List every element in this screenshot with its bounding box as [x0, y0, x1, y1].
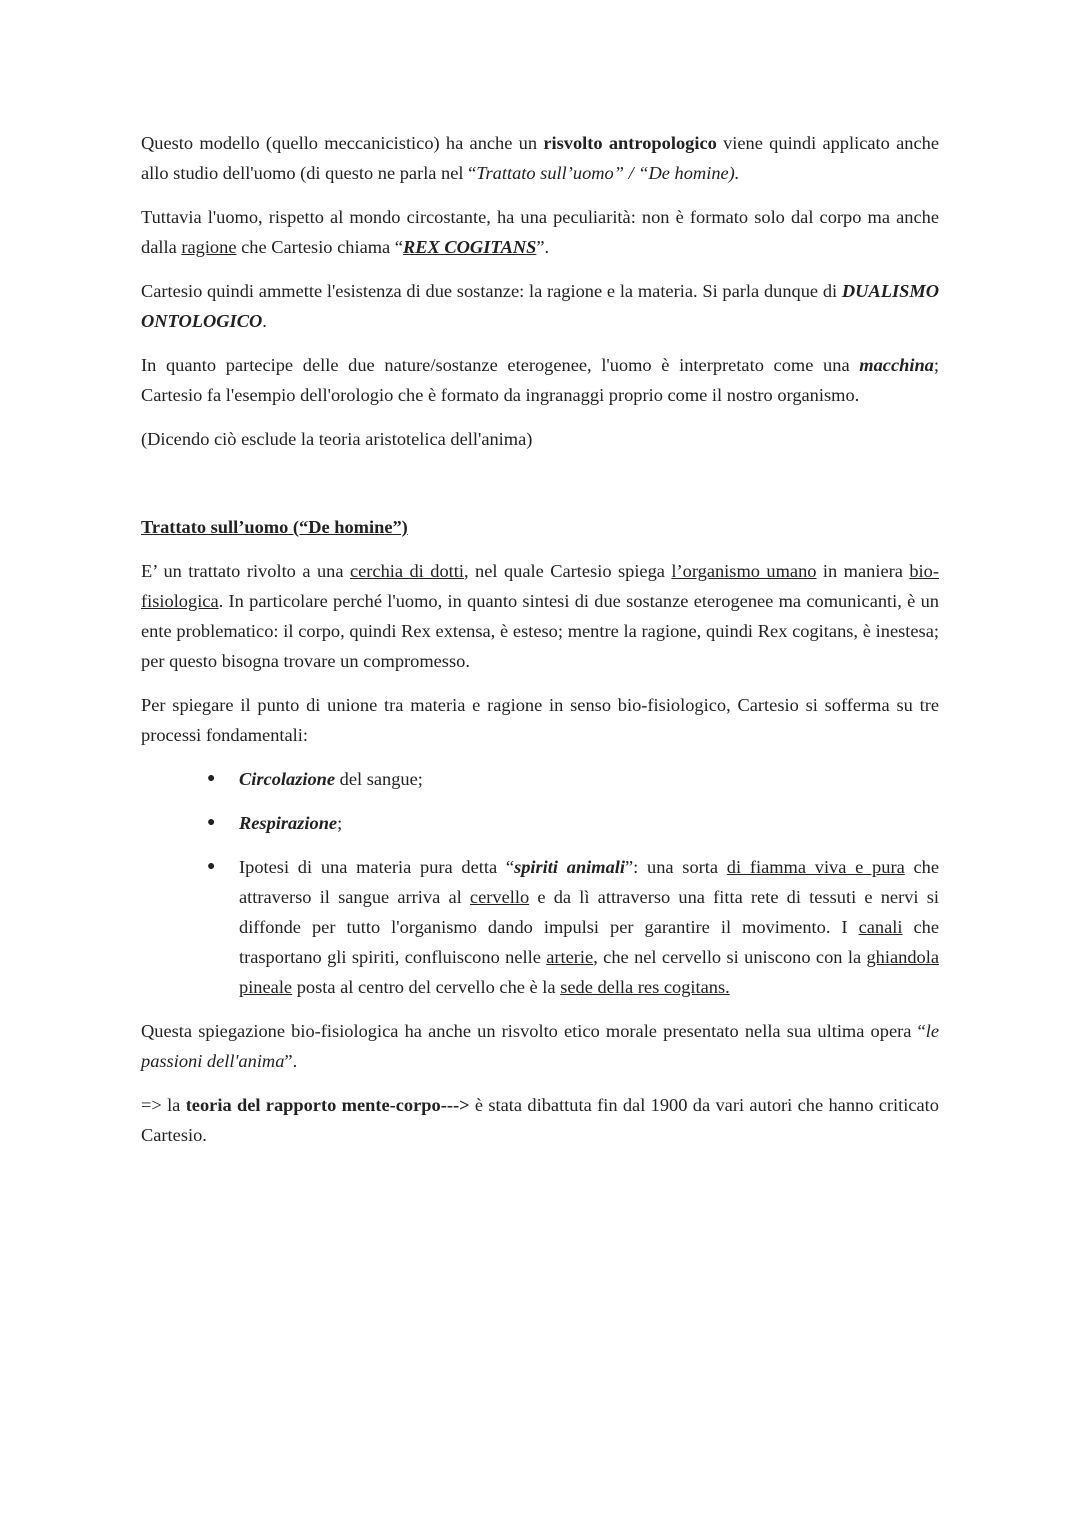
paragraph-machine: In quanto partecipe delle due nature/sostanze eterogenee, l'uomo è interpretato come una macchina; Cartesio fa l'esempio dell'orologio che è formato da ingranaggi proprio come il nostro organismo. — [141, 355, 939, 405]
bold-teoria-mente-corpo: teoria del rapporto mente-corpo---> — [185, 1095, 470, 1115]
list-item-spiriti-animali: ● Ipotesi di una materia pura detta “spiriti animali”: una sorta di fiamma viva e pura che attraverso il sangue arriva al cervello e da lì attraverso una fitta rete di tessuti e nervi si diffonde per tutto l'organismo dando impulsi per garantire il movimento. I canali che trasportano gli spiriti, confluiscono nelle arterie, che nel cervello si uniscono con la ghiandola pineale posta al centro del cervello che è la sede della res cogitans. — [141, 852, 939, 1002]
paragraph-aristotle-note: (Dicendo ciò esclude la teoria aristotelica dell'anima) — [141, 429, 533, 449]
bullet-icon: ● — [207, 771, 216, 786]
italic-passioni-anima: le passioni dell'anima — [141, 1021, 939, 1071]
paragraph-three-processes: Per spiegare il punto di unione tra materia e ragione in senso bio-fisiologico, Cartesio si sofferma su tre processi fondamentali: — [141, 695, 939, 745]
underlined-bio-fisiologica: bio-fisiologica — [141, 561, 939, 611]
paragraph-dualism: Cartesio quindi ammette l'esistenza di due sostanze: la ragione e la materia. Si parla dunque di DUALISMO ONTOLOGICO. — [141, 281, 939, 331]
term-rex-cogitans: REX COGITANS — [402, 237, 537, 257]
list-item-respirazione: ● Respirazione; — [141, 808, 939, 838]
term-macchina: macchina — [859, 355, 934, 375]
document-page — [141, 128, 939, 1164]
term-dualismo-ontologico: DUALISMO ONTOLOGICO — [141, 281, 939, 331]
italic-title-trattato: Trattato sull’uomo” / “De homine). — [476, 163, 740, 183]
underlined-ragione: ragione — [181, 237, 237, 257]
section-heading: Trattato sull’uomo (“De homine”) — [141, 517, 408, 537]
paragraph-ethical: Questa spiegazione bio-fisiologica ha anche un risvolto etico morale presentato nella sua ultima opera “le passioni dell'anima”. — [141, 1021, 939, 1071]
bold-risvolto-antropologico: risvolto antropologico — [543, 133, 717, 153]
paragraph-mind-body: => la teoria del rapporto mente-corpo---> è stata dibattuta fin dal 1900 da vari autori che hanno criticato Cartesio. — [141, 1095, 939, 1145]
paragraph-anthropological: Questo modello (quello meccanicistico) ha anche un risvolto antropologico viene quindi applicato anche allo studio dell'uomo (di questo ne parla nel “Trattato sull’uomo” / “De homine). — [141, 133, 939, 183]
paragraph-treatise: E’ un trattato rivolto a una cerchia di dotti, nel quale Cartesio spiega l’organismo umano in maniera bio-fisiologica. In particolare perché l'uomo, in quanto sintesi di due sostanze eterogenee ma comunicanti, è un ente problematico: il corpo, quindi Rex extensa, è esteso; mentre la ragione, quindi Rex cogitans, è inestesa; per questo bisogna trovare un compromesso. — [141, 561, 939, 671]
underlined-organismo-umano: l’organismo umano — [671, 561, 817, 581]
underlined-cerchia-di-dotti: cerchia di dotti — [349, 561, 464, 581]
bullet-icon: ● — [207, 859, 216, 874]
list-item-circolazione: ● Circolazione del sangue; — [141, 764, 939, 794]
process-list — [141, 764, 939, 1002]
paragraph-reason: Tuttavia l'uomo, rispetto al mondo circostante, ha una peculiarità: non è formato solo dal corpo ma anche dalla ragione che Cartesio chiama “REX COGITANS”. — [141, 207, 939, 257]
bullet-icon: ● — [207, 815, 216, 830]
